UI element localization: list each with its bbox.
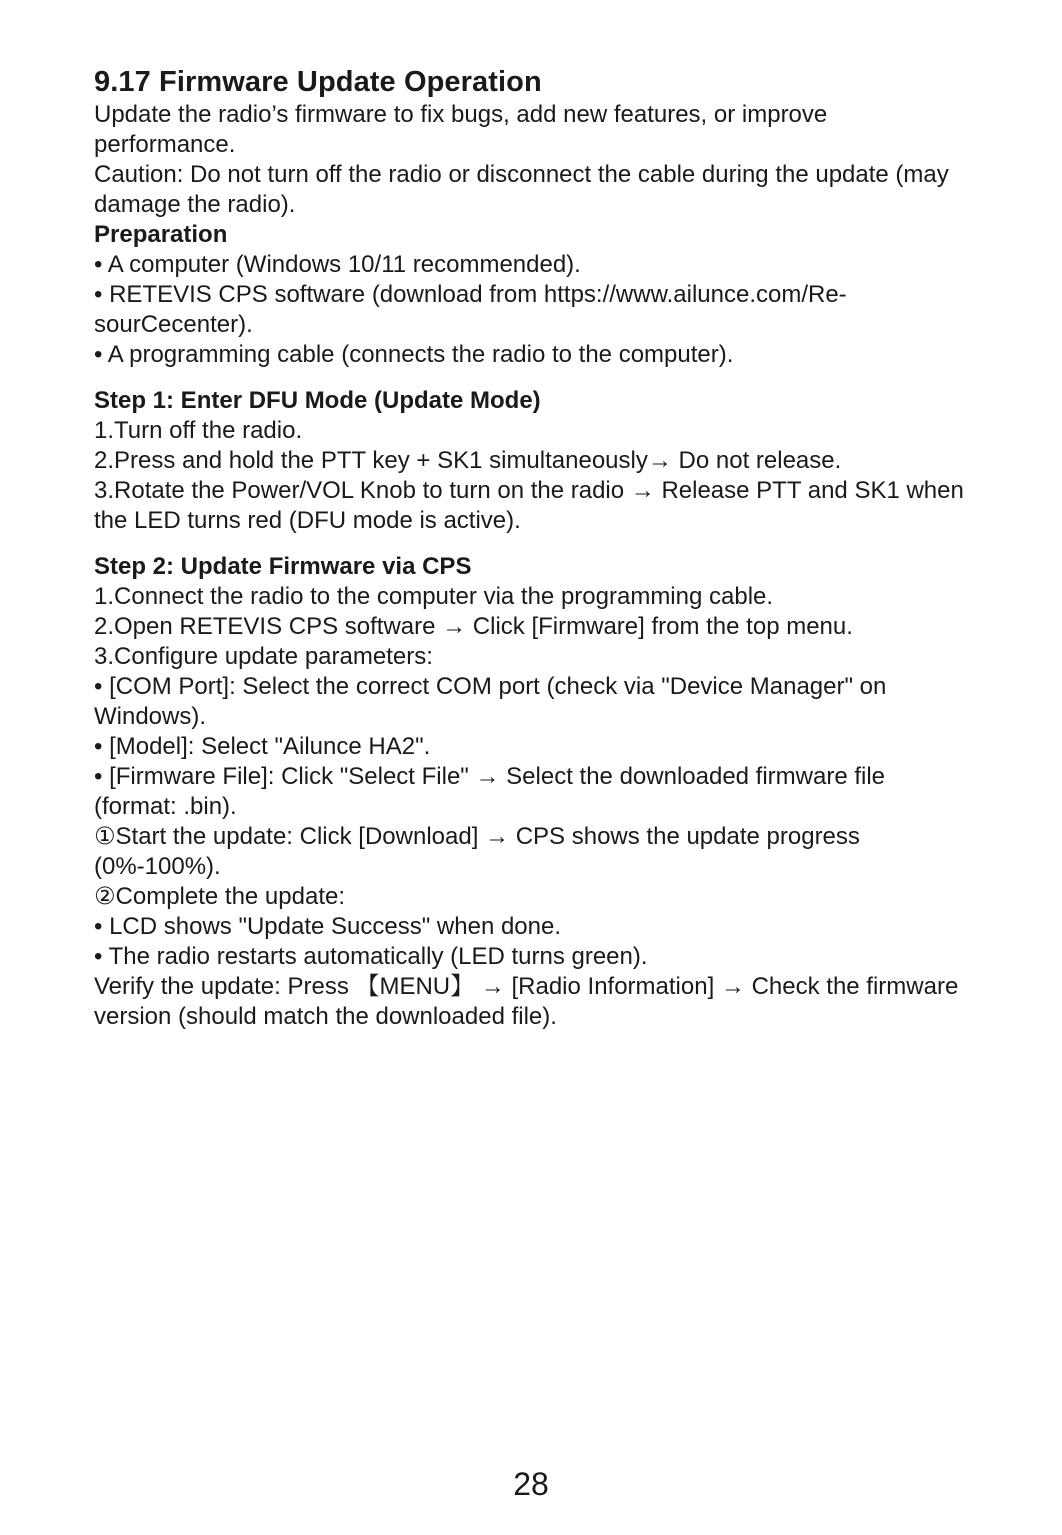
step2-heading: Step 2: Update Firmware via CPS [94,553,472,580]
step2-line: ①Start the update: Click [Download] → CPS shows the update progress (0%-100%). [94,823,860,880]
preparation-item: • RETEVIS CPS software (download from https://www.ailunce.com/Re-sourCecenter). [94,281,847,338]
step2-bullet: • The radio restarts automatically (LED turns green). [94,943,648,970]
intro-paragraph: Update the radio’s firmware to fix bugs, add new features, or improve performance. [94,101,828,158]
caution-paragraph: Caution: Do not turn off the radio or disconnect the cable during the update (may damage the radio). [94,161,949,218]
step1-line: 3.Rotate the Power/VOL Knob to turn on the radio → Release PTT and SK1 when the LED turns red (DFU mode is active). [94,477,964,534]
step1-line: 2.Press and hold the PTT key + SK1 simultaneously→ Do not release. [94,447,842,474]
document-body [94,64,974,1032]
section-title: 9.17 Firmware Update Operation [94,66,542,98]
verify-line: Verify the update: Press 【MENU】 → [Radio Information] → Check the firmware version (should match the downloaded file). [94,973,959,1030]
step2-line: 1.Connect the radio to the computer via the programming cable. [94,583,774,610]
step2-bullet: • [Model]: Select "Ailunce HA2". [94,733,431,760]
step2-line: ②Complete the update: [94,883,346,910]
preparation-heading: Preparation [94,221,228,248]
step2-line: 2.Open RETEVIS CPS software → Click [Firmware] from the top menu. [94,613,853,640]
preparation-item: • A programming cable (connects the radio to the computer). [94,341,734,368]
step2-bullet: • [Firmware File]: Click "Select File" → Select the downloaded firmware file (format: .bin). [94,763,886,820]
step2-line: 3.Configure update parameters: [94,643,433,670]
step2-bullet: • [COM Port]: Select the correct COM port (check via "Device Manager" on Windows). [94,673,887,730]
step1-heading: Step 1: Enter DFU Mode (Update Mode) [94,387,541,414]
preparation-item: • A computer (Windows 10/11 recommended). [94,251,581,278]
step1-line: 1.Turn off the radio. [94,417,303,444]
page-number: 28 [513,1466,549,1502]
step2-bullet: • LCD shows "Update Success" when done. [94,913,562,940]
